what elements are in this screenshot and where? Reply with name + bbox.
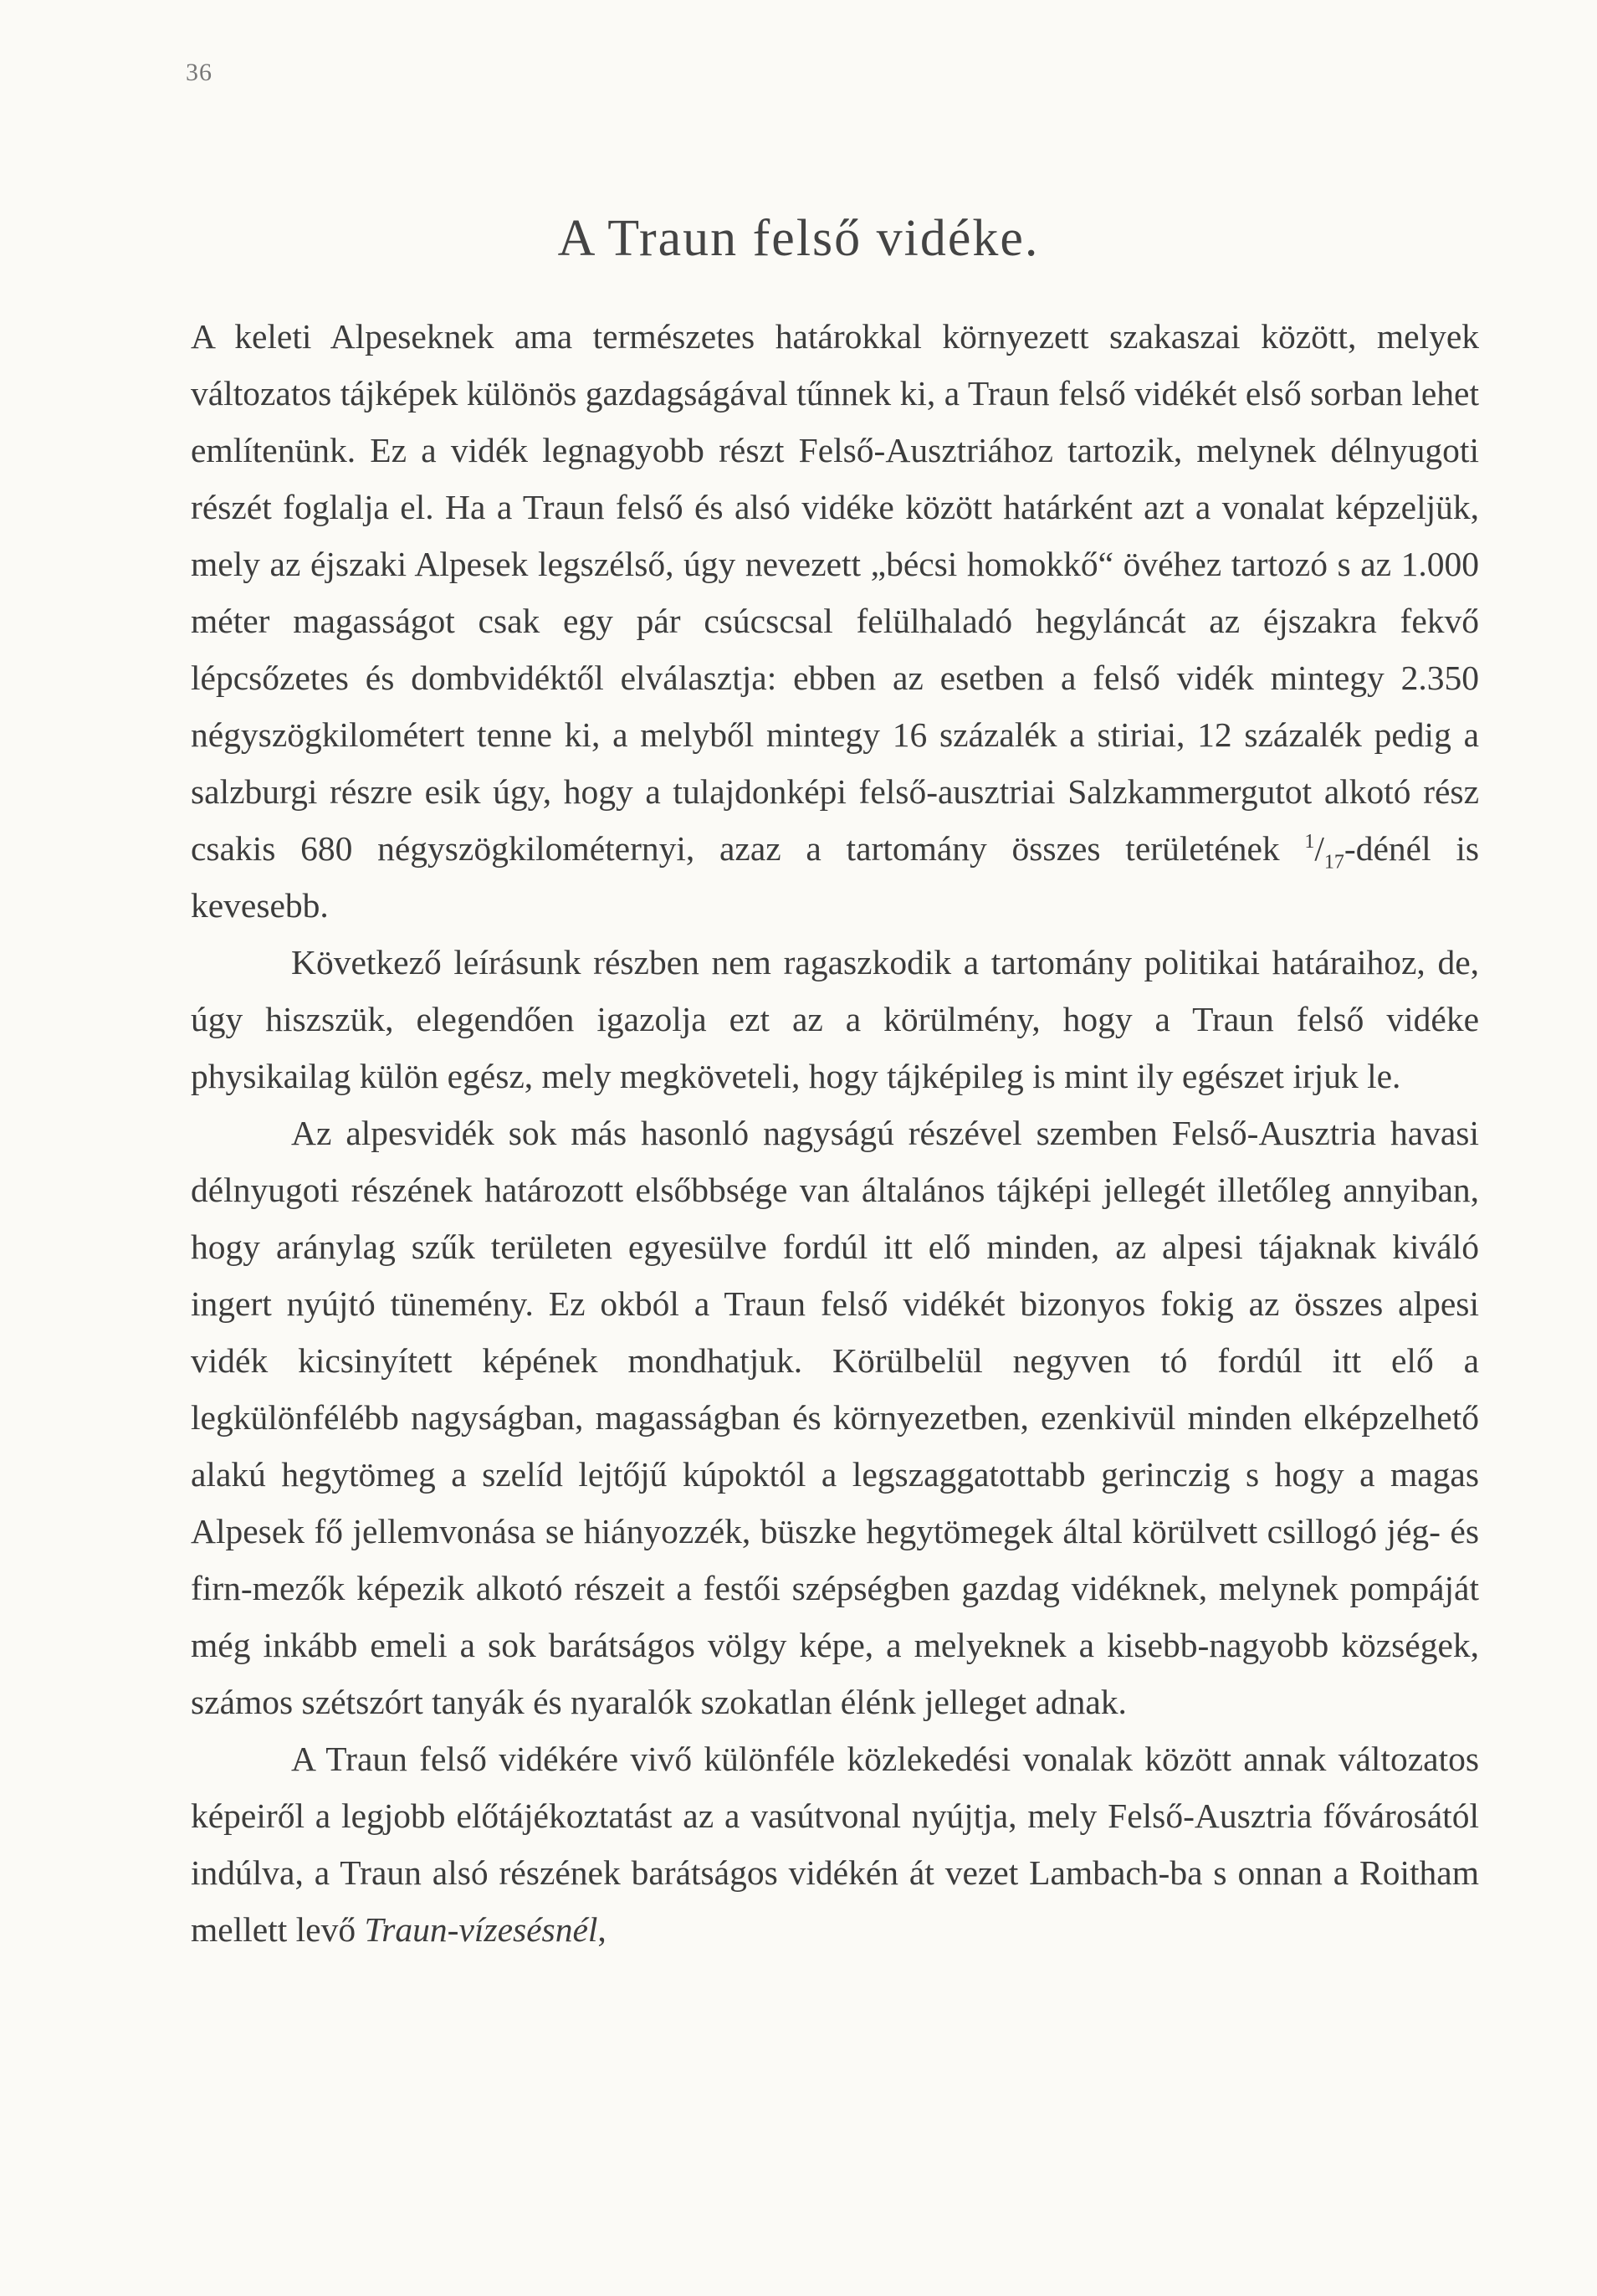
paragraph-1-text: A keleti Alpeseknek ama természetes határokkal környezett szakaszai között, melyek változatos tájképek különös gazdagságával tűnnek ki, a Traun felső vidékét első sorban lehet említenünk. Ez a vidék legnagyobb részt Felső-Ausztriához tartozik, melynek délnyugoti részét foglalja el. Ha a Traun felső és alsó vidéke között határként azt a vonalat képzeljük, mely az éjszaki Alpesek legszélső, úgy nevezett „bécsi homokkő“ övéhez tartozó s az 1.000 méter magasságot csak egy pár csúcscsal felülhaladó hegyláncát az éjszakra fekvő lépcsőzetes és dombvidéktől elválasztja: ebben az esetben a felső vidék mintegy 2.350 négyszögkilométert tenne ki, a melyből mintegy 16 százalék a stiriai, 12 százalék pedig a salzburgi részre esik úgy, hogy a tulajdonképi felső-ausztriai Salzkammergutot alkotó rész csakis 680 négyszögkilométernyi, azaz a tartomány összes területének: [191, 317, 1479, 868]
page-title: A Traun felső vidéke.: [557, 210, 1040, 267]
paragraph-2: Következő leírásunk részben nem ragaszkodik a tartomány politikai határaihoz, de, úgy hiszszük, elegendően igazolja ezt az a körülmény, hogy a Traun felső vidéke physikailag külön egész, mely megköveteli, hogy tájképileg is mint ily egészet irjuk le.: [191, 943, 1479, 1095]
paragraph-1: A keleti Alpeseknek ama természetes határokkal környezett szakaszai között, melyek változatos tájképek különös gazdagságával tűnnek ki, a Traun felső vidékét első sorban lehet említenünk. Ez a vidék legnagyobb részt Felső-Ausztriához tartozik, melynek délnyugoti részét foglalja el. Ha a Traun felső és alsó vidéke között határként azt a vonalat képzeljük, mely az éjszaki Alpesek legszélső, úgy nevezett „bécsi homokkő“ övéhez tartozó s az 1.000 méter magasságot csak egy pár csúcscsal felülhaladó hegyláncát az éjszakra fekvő lépcsőzetes és dombvidéktől elválasztja: ebben az esetben a felső vidék mintegy 2.350 négyszögkilométert tenne ki, a melyből mintegy 16 százalék a stiriai, 12 százalék pedig a salzburgi részre esik úgy, hogy a tulajdonképi felső-ausztriai Salzkammergutot alkotó rész csakis 680 négyszögkilométernyi, azaz a tartomány összes területének $^1/_{17}$-dénél is kevesebb.: [191, 317, 1479, 925]
italic-place-name: Traun-vízesésnél: [364, 1910, 598, 1949]
paragraph-3: Az alpesvidék sok más hasonló nagyságú részével szemben Felső-Ausztria havasi délnyugoti részének határozott elsőbbsége van általános tájképi jellegét illetőleg annyiban, hogy aránylag szűk területen egyesülve fordúl itt elő minden, az alpesi tájaknak kiváló ingert nyújtó tünemény. Ez okból a Traun felső vidékét bizonyos fokig az összes alpesi vidék kicsinyített képének mondhatjuk. Körülbelül negyven tó fordúl itt elő a legkülönfélébb nagyságban, magasságban és környezetben, ezenkivül minden elképzelhető alakú hegytömeg a szelíd lejtőjű kúpoktól a legszaggatottabb gerinczig s hogy a magas Alpesek fő jellemvonása se hiányozzék, büszke hegytömegek által körülvett csillogó jég- és firn-mezők képezik alkotó részeit a festői szépségben gazdag vidéknek, melynek pompáját még inkább emeli a sok barátságos völgy képe, a melyeknek a kisebb-nagyobb községek, számos szétszórt tanyák és nyaralók szokatlan élénk jelleget adnak.: [191, 1114, 1479, 1721]
body-text: [191, 308, 1479, 1958]
fraction-numerator: 1: [1304, 831, 1315, 853]
paragraph-1-text-end: -dénél is kevesebb.: [191, 829, 1479, 925]
paragraph-4-text-end: ,: [597, 1910, 607, 1949]
fraction-denominator: 17: [1323, 851, 1344, 874]
paragraph-4-text: A Traun felső vidékére vivő különféle közlekedési vonalak között annak változatos képeiről a legjobb előtájékoztatást az a vasútvonal nyújtja, mely Felső-Ausztria fővárosától indúlva, a Traun alsó részének barátságos vidékén át vezet Lambach-ba s onnan a Roitham mellett levő: [191, 1740, 1479, 1949]
paragraph-4: [191, 1730, 1479, 1958]
page-number: 36: [186, 59, 212, 86]
